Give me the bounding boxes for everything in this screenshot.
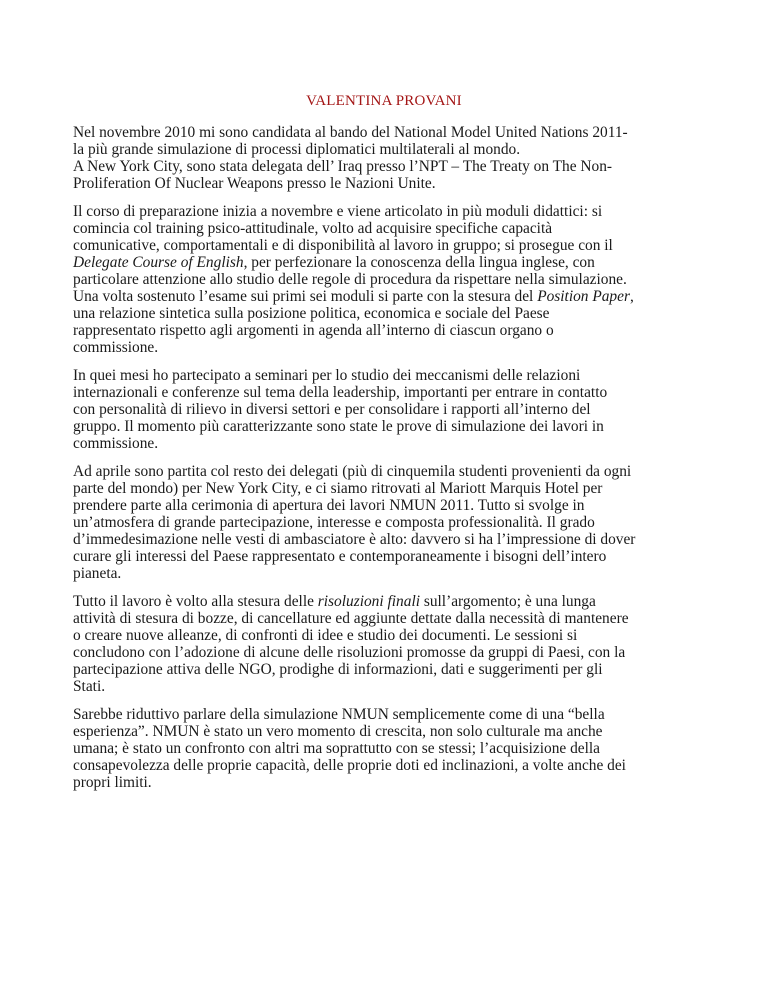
text-segment: Nel novembre 2010 mi sono candidata al bando del National Model United Nations 2011- [73, 124, 628, 141]
text-line [73, 124, 713, 141]
text-line [73, 435, 713, 452]
text-segment: attività di stesura di bozze, di cancellature ed aggiunte dettate dalla necessità di mantenere [73, 610, 629, 627]
text-line [73, 220, 713, 237]
text-line [73, 548, 713, 565]
paragraph [73, 463, 713, 582]
text-line [73, 740, 713, 757]
text-line [73, 305, 713, 322]
text-line [73, 339, 713, 356]
text-segment: comunicative, comportamentali e di disponibilità al lavoro in gruppo; si prosegue con il [73, 237, 613, 254]
text-segment: pianeta. [73, 565, 122, 582]
text-segment: esperienza”. NMUN è stato un vero momento di crescita, non solo culturale ma anche [73, 723, 603, 740]
text-segment: consapevolezza delle proprie capacità, delle proprie doti ed inclinazioni, a volte anche dei [73, 757, 626, 774]
text-segment: Sarebbe riduttivo parlare della simulazione NMUN semplicemente come di una “bella [73, 706, 605, 723]
text-segment: prendere parte alla cerimonia di apertura dei lavori NMUN 2011. Tutto si svolge in [73, 497, 585, 514]
text-segment: parte del mondo) per New York City, e ci siamo ritrovati al Mariott Marquis Hotel per [73, 480, 603, 497]
text-segment: d’immedesimazione nelle vesti di ambasciatore è alto: davvero si ha l’impressione di dover [73, 531, 636, 548]
paragraph [73, 124, 713, 192]
text-line [73, 141, 713, 158]
text-line [73, 322, 713, 339]
paragraph [73, 706, 713, 791]
paragraph [73, 593, 713, 695]
text-segment: In quei mesi ho partecipato a seminari per lo studio dei meccanismi delle relazioni [73, 367, 581, 384]
text-segment: concludono con l’adozione di alcune delle risoluzioni promosse da gruppi di Paesi, con la [73, 644, 626, 661]
text-line [73, 203, 713, 220]
text-line [73, 706, 713, 723]
text-segment: commissione. [73, 435, 159, 452]
text-segment: o creare nuove alleanze, di confronti di idee e studio dei documenti. Le sessioni si [73, 627, 578, 644]
text-segment: Tutto il lavoro è volto alla stesura delle [73, 593, 318, 610]
paragraph [73, 367, 713, 452]
text-line [73, 610, 713, 627]
text-segment: sull’argomento; è una lunga [420, 593, 596, 610]
text-segment: , [629, 288, 634, 305]
text-line [73, 175, 713, 192]
document-title: VALENTINA PROVANI [306, 93, 462, 109]
text-segment: internazionali e conferenze sul tema della leadership, importanti per entrare in contatto [73, 384, 608, 401]
text-line [73, 418, 713, 435]
text-segment: rappresentato rispetto agli argomenti in agenda all’interno di ciascun organo o [73, 322, 554, 339]
text-segment: la più grande simulazione di processi diplomatici multilaterali al mondo. [73, 141, 521, 158]
text-line [73, 723, 713, 740]
text-line [73, 237, 713, 254]
text-line [73, 565, 713, 582]
text-segment: con personalità di rilievo in diversi settori e per consolidare i rapporti all’interno del [73, 401, 591, 418]
text-segment: una relazione sintetica sulla posizione politica, economica e sociale del Paese [73, 305, 550, 322]
text-segment: A New York City, sono stata delegata dell’ Iraq presso l’NPT – The Treaty on The Non- [73, 158, 613, 175]
text-line [73, 271, 713, 288]
text-line [73, 774, 713, 791]
text-line [73, 288, 713, 305]
text-line [73, 678, 713, 695]
text-line [73, 367, 713, 384]
text-line [73, 514, 713, 531]
text-line [73, 757, 713, 774]
text-segment: Una volta sostenuto l’esame sui primi sei moduli si parte con la stesura del [73, 288, 538, 305]
text-line [73, 627, 713, 644]
text-segment: Proliferation Of Nuclear Weapons presso le Nazioni Unite. [73, 175, 436, 192]
text-line [73, 644, 713, 661]
text-line [73, 497, 713, 514]
text-segment: partecipazione attiva delle NGO, prodighe di informazioni, dati e suggerimenti per gli [73, 661, 603, 678]
text-line [73, 384, 713, 401]
text-segment: un’atmosfera di grande partecipazione, interesse e composta professionalità. Il grado [73, 514, 595, 531]
text-segment: particolare attenzione allo studio delle regole di procedura da rispettare nella simulazione. [73, 271, 627, 288]
text-line [73, 593, 713, 610]
text-line [73, 661, 713, 678]
document-body [73, 124, 713, 802]
text-segment: comincia col training psico-attitudinale, volto ad acquisire specifiche capacità [73, 220, 553, 237]
text-line [73, 531, 713, 548]
text-segment: Stati. [73, 678, 106, 695]
text-segment: Ad aprile sono partita col resto dei delegati (più di cinquemila studenti provenienti da ogni [73, 463, 632, 480]
italic-text: risoluzioni finali [317, 593, 420, 610]
text-segment: Il corso di preparazione inizia a novembre e viene articolato in più moduli didattici: si [73, 203, 603, 220]
text-line [73, 463, 713, 480]
text-segment: , per perfezionare la conoscenza della lingua inglese, con [243, 254, 595, 271]
text-segment: propri limiti. [73, 774, 152, 791]
text-segment: umana; è stato un confronto con altri ma soprattutto con se stessi; l’acquisizione della [73, 740, 600, 757]
text-line [73, 158, 713, 175]
text-segment: gruppo. Il momento più caratterizzante sono state le prove di simulazione dei lavori in [73, 418, 604, 435]
text-line [73, 401, 713, 418]
text-segment: curare gli interessi del Paese rappresentato e contemporaneamente i bisogni dell’intero [73, 548, 607, 565]
italic-text: Position Paper [537, 288, 630, 305]
paragraph [73, 203, 713, 356]
italic-text: Delegate Course of English [73, 254, 244, 271]
text-line [73, 254, 713, 271]
text-segment: commissione. [73, 339, 159, 356]
text-line [73, 480, 713, 497]
